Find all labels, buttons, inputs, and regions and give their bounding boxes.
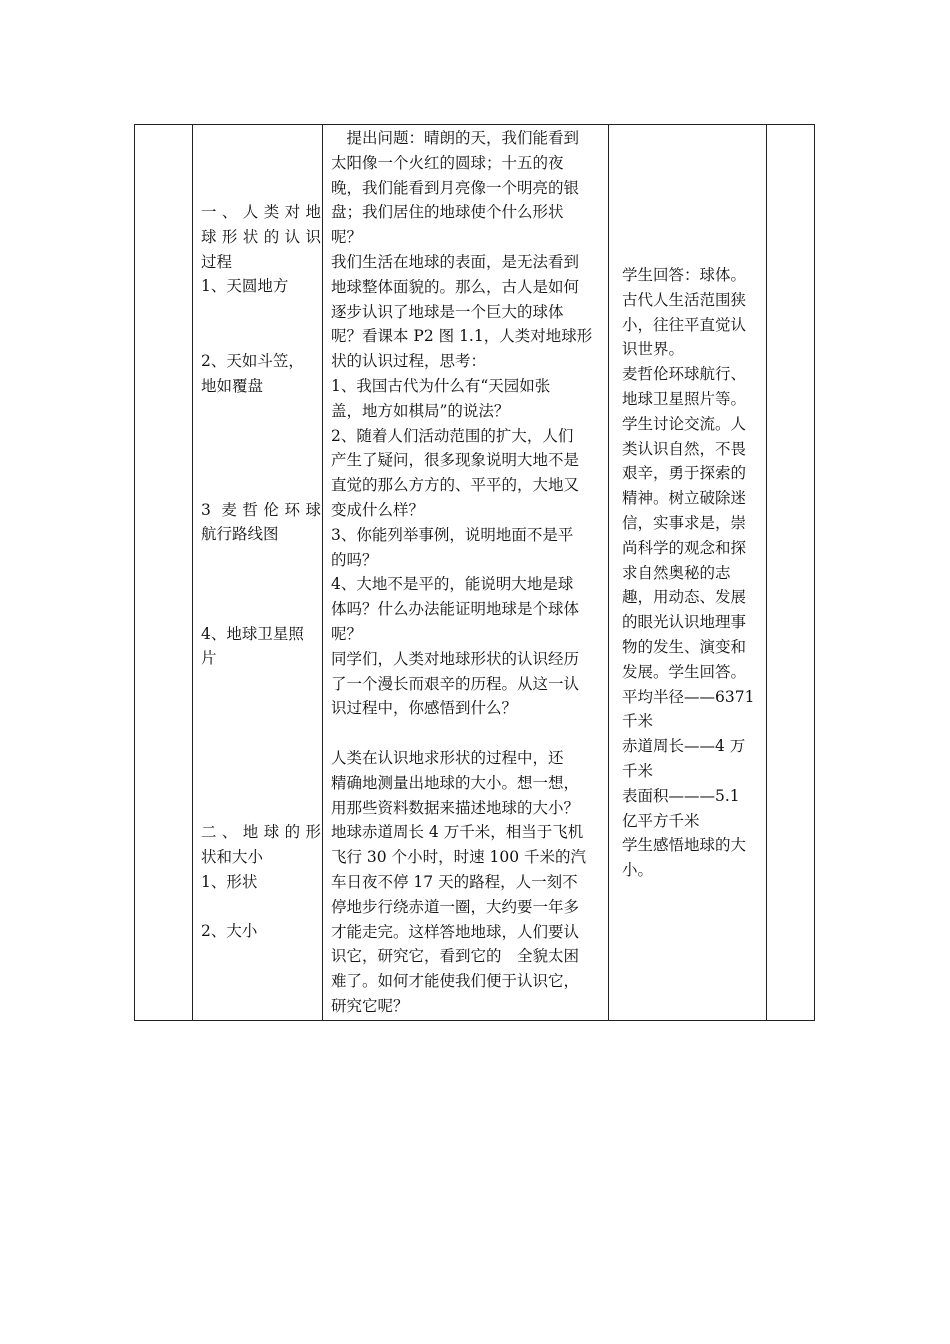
student-text-line: 亿平方千米 <box>622 811 700 830</box>
column-divider <box>322 125 323 1020</box>
section-2-title: 状和大小 <box>201 847 264 866</box>
student-column <box>622 263 777 883</box>
teacher-text-line: 用那些资料数据来描述地球的大小？ <box>331 798 580 817</box>
teacher-text-line: 停地步行绕赤道一圈，大约要一年多 <box>331 897 580 916</box>
teacher-text-line: 3、你能列举事例，说明地面不是平 <box>331 525 574 544</box>
teacher-text-line: 的吗？ <box>331 550 378 569</box>
teacher-column <box>331 126 605 1019</box>
teacher-text-line: 同学们，人类对地球形状的认识经历 <box>331 649 580 668</box>
teacher-text-line: 直觉的那么方方的、平平的，大地又 <box>331 476 580 495</box>
outline-item: 2、大小 <box>201 922 258 941</box>
student-text-line: 信，实事求是，崇 <box>622 513 747 532</box>
teacher-text-line: 地球赤道周长 4 万千米，相当于飞机 <box>331 823 584 842</box>
student-text-line: 艰辛，勇于探索的 <box>622 464 747 483</box>
section-1-title: 一、人类对地 <box>201 203 321 221</box>
section-1-title: 球形状的认识 <box>201 227 321 246</box>
section-2-title: 二、地球的形 <box>201 822 321 841</box>
student-text-line: 精神。树立破除迷 <box>622 489 747 508</box>
student-text-line: 表面积———5.1 <box>622 786 740 805</box>
column-divider <box>608 125 609 1020</box>
teacher-text-line: 我们生活在地球的表面，是无法看到 <box>331 252 580 271</box>
student-text-line: 学生回答：球体。 <box>622 266 747 284</box>
teacher-text-line: 变成什么样？ <box>331 500 425 519</box>
teacher-text-line: 地球整体面貌的。那么，古人是如何 <box>331 277 580 296</box>
teacher-text-line: 呢？看课本 P2 图 1.1，人类对地球形 <box>331 327 593 346</box>
lesson-table <box>134 124 815 1021</box>
teacher-text-line: 研究它呢？ <box>331 996 409 1015</box>
student-text-line: 千米 <box>622 712 654 731</box>
teacher-text-line: 逐步认识了地球是一个巨大的球体 <box>331 302 564 321</box>
student-text-line: 赤道周长——4 万 <box>622 737 746 756</box>
teacher-text-line: 识过程中，你感悟到什么？ <box>331 699 518 718</box>
outline-item: 片 <box>201 649 217 668</box>
outline-item: 1、天圆地方 <box>201 277 289 296</box>
teacher-text-line: 产生了疑问，很多现象说明大地不是 <box>331 451 580 470</box>
student-text-line: 千米 <box>622 761 654 780</box>
student-text-line: 类认识自然，不畏 <box>622 439 747 458</box>
outline-item: 3 麦哲伦环球 <box>201 500 321 519</box>
teacher-text-line: 了一个漫长而艰辛的历程。从这一认 <box>331 674 580 693</box>
teacher-text-line: 呢？ <box>331 228 363 247</box>
student-text-line: 小。 <box>622 861 654 880</box>
section-1-title: 过程 <box>201 252 233 271</box>
teacher-text-line: 1、我国古代为什么有“天园如张 <box>331 376 551 395</box>
teacher-text-line: 车日夜不停 17 天的路程，人一刻不 <box>331 872 578 891</box>
teacher-text-line: 呢？ <box>331 624 363 643</box>
teacher-text-line: 太阳像一个火红的圆球；十五的夜 <box>331 153 564 172</box>
teacher-text-line: 人类在认识地求形状的过程中，还 <box>331 748 564 767</box>
student-text-line: 的眼光认识地理事 <box>622 613 747 632</box>
teacher-text-line: 晚，我们能看到月亮像一个明亮的银 <box>331 178 580 197</box>
teacher-text-line: 2、随着人们活动范围的扩大，人们 <box>331 426 574 445</box>
teacher-text-line: 4、大地不是平的，能说明大地是球 <box>331 575 574 594</box>
student-text-line: 尚科学的观念和探 <box>622 538 747 557</box>
student-text-line: 趣，用动态、发展 <box>622 588 747 607</box>
student-text-line: 求自然奥秘的志 <box>622 563 731 582</box>
teacher-text-line: 盖，地方如棋局”的说法？ <box>331 401 510 420</box>
teacher-text-line <box>331 721 605 746</box>
student-text-line: 古代人生活范围狭 <box>622 290 747 309</box>
outline-item: 2、天如斗笠， <box>201 351 304 370</box>
outline-item: 地如覆盘 <box>201 376 264 395</box>
student-text-line: 发展。学生回答。 <box>622 662 747 681</box>
teacher-text-line: 难了。如何才能使我们便于认识它， <box>331 972 580 991</box>
teacher-text-line: 识它，研究它，看到它的 全貌太困 <box>331 947 580 966</box>
student-text-line: 小，往往平直觉认 <box>622 315 747 334</box>
student-text-line: 识世界。 <box>622 340 685 359</box>
outline-column <box>201 200 321 944</box>
student-text-line: 地球卫星照片等。 <box>622 389 747 408</box>
outline-item: 4、地球卫星照 <box>201 624 304 643</box>
student-text-line: 学生讨论交流。人 <box>622 414 747 433</box>
teacher-text-line: 才能走完。这样答地地球，人们要认 <box>331 922 580 941</box>
column-divider <box>192 125 193 1020</box>
teacher-text-line: 状的认识过程，思考： <box>331 352 487 371</box>
student-text-line: 学生感悟地球的大 <box>622 836 747 855</box>
outline-item: 航行路线图 <box>201 525 279 544</box>
student-text-line: 麦哲伦环球航行、 <box>622 365 747 384</box>
teacher-text-line: 飞行 30 个小时，时速 100 千米的汽 <box>331 848 587 867</box>
student-text-line: 物的发生、演变和 <box>622 637 747 656</box>
student-text-line: 平均半径——6371 <box>622 687 755 706</box>
teacher-text-line: 体吗？什么办法能证明地球是个球体 <box>331 600 580 619</box>
teacher-text-line: 提出问题：晴朗的天，我们能看到 <box>331 129 580 147</box>
teacher-text-line: 精确地测量出地球的大小。想一想， <box>331 773 580 792</box>
teacher-text-line: 盘；我们居住的地球使个什么形状 <box>331 203 564 222</box>
outline-item: 1、形状 <box>201 872 258 891</box>
